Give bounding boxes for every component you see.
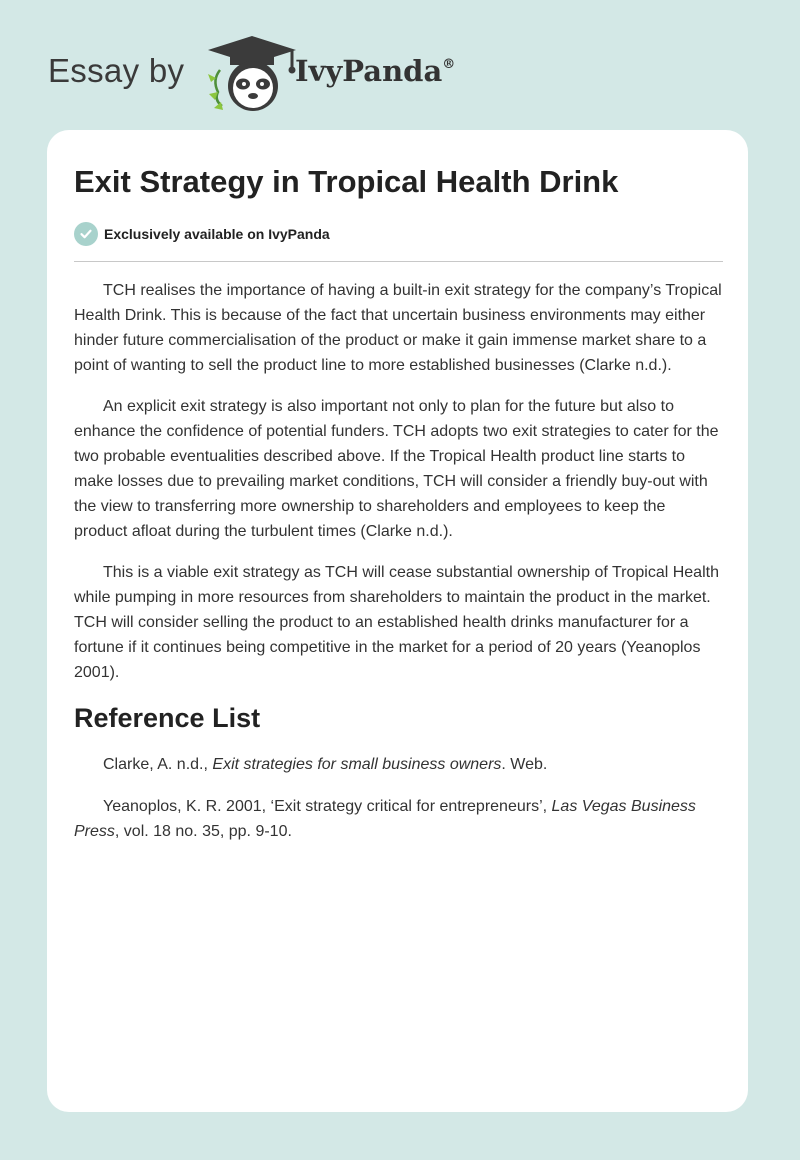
registered-mark: ®: [442, 57, 456, 72]
reference-item: Yeanoplos, K. R. 2001, ‘Exit strategy critical for entrepreneurs’, Las Vegas Business Press, vol. 18 no. 35, pp. 9-10.: [74, 798, 696, 840]
badge-text: Exclusively available on IvyPanda: [104, 226, 330, 242]
essay-by-label: Essay by: [48, 52, 185, 89]
essay-card: [47, 130, 748, 1112]
page-title: Exit Strategy in Tropical Health Drink: [74, 164, 619, 199]
reference-list-heading: Reference List: [74, 703, 261, 733]
check-icon: [74, 222, 98, 246]
essay-body: [74, 278, 723, 861]
paragraph: An explicit exit strategy is also important not only to plan for the future but also to enhance the confidence of potential funders. TCH adopts two exit strategies to cater for the two probable eventualities described above. If the Tropical Health product line starts to make losses due to prevailing market conditions, TCH will consider a friendly buy-out with the view to transferring more ownership to shareholders and employees to keep the product afloat during the turbulent times (Clarke n.d.).: [74, 398, 719, 540]
reference-item: Clarke, A. n.d., Exit strategies for small business owners. Web.: [103, 756, 548, 773]
divider: [74, 261, 723, 262]
ivypanda-logo-icon[interactable]: [200, 34, 300, 114]
paragraph: This is a viable exit strategy as TCH will cease substantial ownership of Tropical Health while pumping in more resources from shareholders to maintain the product in the market. TCH will consider selling the product to an established health drinks manufacturer for a fortune if it continues being competitive in the market for a period of 20 years (Yeanoplos 2001).: [74, 564, 719, 681]
brand-name[interactable]: IvyPanda®: [295, 54, 456, 88]
site-header: [48, 34, 748, 114]
paragraph: TCH realises the importance of having a built-in exit strategy for the company’s Tropical Health Drink. This is because of the fact that uncertain business environments may either hinder future commercialisation of the product or make it gain immense market share to a point of wanting to sell the product line to more established businesses (Clarke n.d.).: [74, 282, 722, 374]
exclusive-badge: [74, 222, 330, 246]
